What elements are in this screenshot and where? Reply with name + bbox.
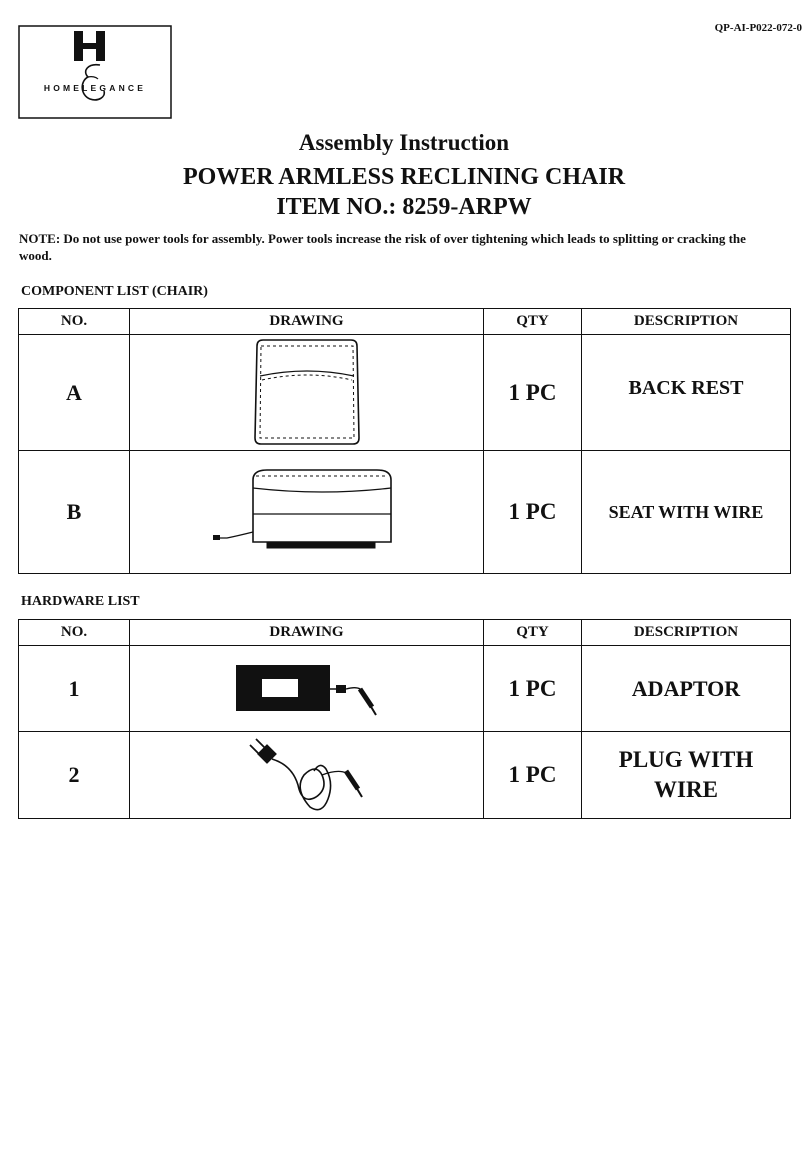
column-header-no: NO. xyxy=(19,620,130,646)
column-header-qty: QTY xyxy=(484,309,582,335)
note-text: NOTE: Do not use power tools for assembly. Power tools increase the risk of over tightening which leads to splitting or cracking the wood. xyxy=(19,231,746,263)
table-row xyxy=(19,335,791,451)
plug-with-wire-drawing xyxy=(130,732,484,819)
component-table xyxy=(18,308,791,574)
row-no: A xyxy=(19,335,130,451)
column-header-no: NO. xyxy=(19,309,130,335)
svg-text:HOMELEGANCE: HOMELEGANCE xyxy=(43,83,147,93)
document-code: QP-AI-P022-072-0 xyxy=(714,22,802,34)
hardware-list-heading: HARDWARE LIST xyxy=(21,594,140,609)
seat-with-wire-drawing xyxy=(130,451,484,574)
row-description: SEAT WITH WIRE xyxy=(582,451,791,574)
adaptor-drawing xyxy=(130,646,484,732)
table-header-row xyxy=(19,309,791,335)
row-description: BACK REST xyxy=(582,335,791,451)
row-no: 1 xyxy=(19,646,130,732)
document-title: Assembly Instruction xyxy=(298,130,510,155)
column-header-qty: QTY xyxy=(484,620,582,646)
table-header-row xyxy=(19,620,791,646)
homelegance-logo xyxy=(18,25,172,119)
column-header-drawing: DRAWING xyxy=(130,620,484,646)
row-qty: 1 PC xyxy=(484,335,582,451)
row-description: PLUG WITH WIRE xyxy=(582,732,791,819)
column-header-description: DESCRIPTION xyxy=(582,620,791,646)
row-no: B xyxy=(19,451,130,574)
item-number: ITEM NO.: 8259-ARPW xyxy=(276,194,532,220)
row-qty: 1 PC xyxy=(484,646,582,732)
table-row xyxy=(19,732,791,819)
row-qty: 1 PC xyxy=(484,732,582,819)
product-name: POWER ARMLESS RECLINING CHAIR xyxy=(182,164,626,190)
table-row xyxy=(19,451,791,574)
table-row xyxy=(19,646,791,732)
hardware-table xyxy=(18,619,791,819)
row-qty: 1 PC xyxy=(484,451,582,574)
back-rest-drawing xyxy=(130,335,484,451)
column-header-description: DESCRIPTION xyxy=(582,309,791,335)
component-list-heading: COMPONENT LIST (CHAIR) xyxy=(21,284,208,299)
row-description: ADAPTOR xyxy=(582,646,791,732)
column-header-drawing: DRAWING xyxy=(130,309,484,335)
row-no: 2 xyxy=(19,732,130,819)
